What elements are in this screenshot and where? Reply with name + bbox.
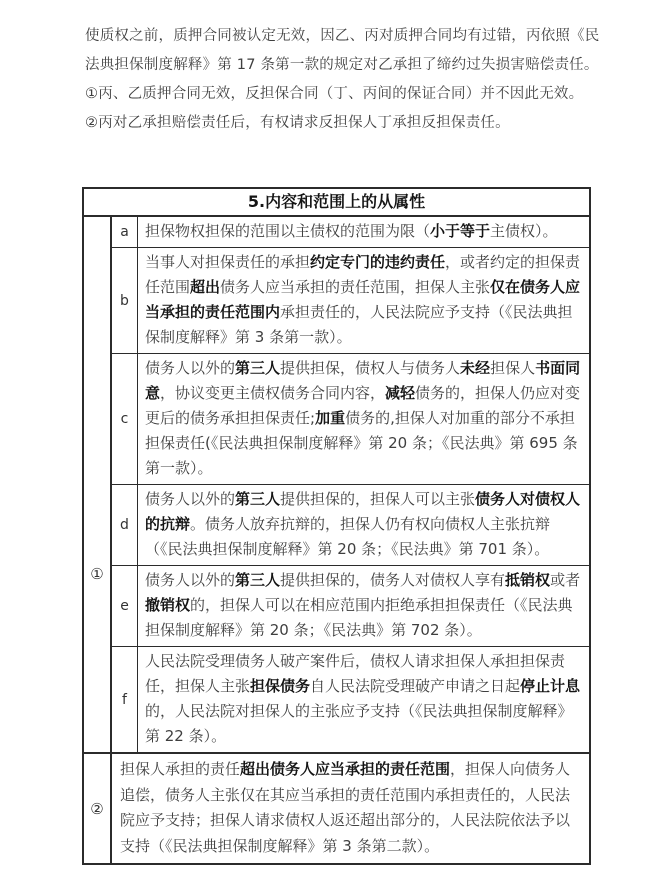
row-content: 人民法院受理债务人破产案件后，债权人请求担保人承担担保责任，担保人主张担保债务自人民法院受理破产申请之日起停止计息的，人民法院对担保人的主张应予支持（《民法典担保制度解释》第 22 条）。 (145, 652, 581, 745)
table-row (112, 354, 589, 485)
table-row (112, 248, 589, 354)
table-row (112, 647, 589, 752)
table-title: 5.内容和范围上的从属性 (84, 189, 589, 217)
row-label: a (112, 217, 138, 247)
row-content: 债务人以外的第三人提供担保的，担保人可以主张债务人对债权人的抗辩。债务人放弃抗辩的，担保人仍有权向债权人主张抗辩（《民法典担保制度解释》第 20 条；《民法典》第 701 条）。 (145, 490, 581, 558)
group-1-label: ① (90, 565, 104, 583)
row-content: 债务人以外的第三人提供担保的，债务人对债权人享有抵销权或者撤销权的，担保人可以在相应范围内拒绝承担担保责任（《民法典担保制度解释》第 20 条；《民法典》第 702 条）。 (145, 571, 581, 639)
intro-paragraph (85, 22, 600, 138)
row-label: f (112, 647, 138, 752)
row-content: 当事人对担保责任的承担约定专门的违约责任，或者约定的担保责任范围超出债务人应当承担的责任范围，担保人主张仅在债务人应当承担的责任范围内承担责任的，人民法院应予支持（《民法典担保制度解释》第 3 条第一款）。 (145, 253, 581, 346)
group-1 (84, 217, 589, 754)
statute-table (82, 187, 591, 865)
group-1-rows (112, 217, 589, 752)
intro-line: 使质权之前，质押合同被认定无效，因乙、丙对质押合同均有过错，丙依照《民 (85, 28, 600, 44)
row-label: c (112, 354, 138, 484)
intro-line: ②丙对乙承担赔偿责任后，有权请求反担保人丁承担反担保责任。 (85, 115, 510, 131)
table-row (112, 485, 589, 566)
intro-line: ①丙、乙质押合同无效，反担保合同（丁、丙间的保证合同）并不因此无效。 (85, 86, 584, 102)
group-2-content: 担保人承担的责任超出债务人应当承担的责任范围，担保人向债务人追偿，债务人主张仅在其应当承担的责任范围内承担责任的，人民法院应予支持；担保人请求债权人返还超出部分的，人民法院依法予以支持（《民法典担保制度解释》第 3 条第二款）。 (120, 760, 571, 855)
row-label: e (112, 566, 138, 646)
row-content: 债务人以外的第三人提供担保，债权人与债务人未经担保人书面同意，协议变更主债权债务合同内容，减轻债务的，担保人仍应对变更后的债务承担担保责任;加重债务的,担保人对加重的部分不承担担保责任(《民法典担保制度解释》第 20 条；《民法典》第 695 条第一款）。 (145, 359, 581, 477)
group-2-label: ② (84, 754, 112, 863)
row-label: d (112, 485, 138, 565)
table-row (112, 217, 589, 248)
row-content: 担保物权担保的范围以主债权的范围为限（小于等于主债权）。 (145, 222, 558, 240)
table-row (112, 566, 589, 647)
group-2 (84, 754, 589, 863)
intro-line: 法典担保制度解释》第 17 条第一款的规定对乙承担了缔约过失损害赔偿责任。 (85, 57, 599, 73)
row-label: b (112, 248, 138, 353)
group-1-label-cell (84, 217, 112, 752)
